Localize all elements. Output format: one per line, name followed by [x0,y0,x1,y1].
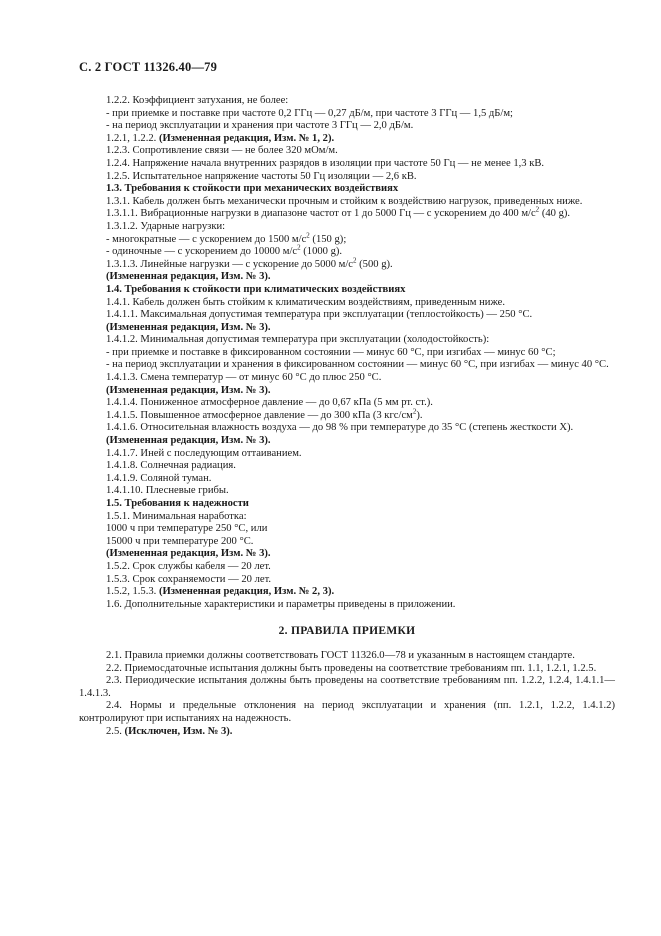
list-item: - на период эксплуатации и хранения при частоте 3 ГГц — 2,0 дБ/м. [106,120,414,132]
page-header: С. 2 ГОСТ 11326.40—79 [79,60,218,74]
paragraph-2-3: 2.3. Периодические испытания должны быть проведены на соответствие требованиям пп. 1.2.2, 1.2.4, 1.4.1.1—1.4.1.3. [79,675,615,699]
paragraph-2-2: 2.2. Приемосдаточные испытания должны быть проведены на соответствие требованиям пп. 1.1, 1.2.1, 1.2.5. [106,662,597,674]
paragraph-2-1: 2.1. Правила приемки должны соответствовать ГОСТ 11326.0—78 и указанным в настоящем стандарте. [106,649,575,661]
amendment-note: (Измененная редакция, Изм. № 3). [106,321,271,333]
paragraph-amendment: 1.5.2, 1.5.3. (Измененная редакция, Изм. № 2, 3). [106,586,335,598]
amendment-note: (Измененная редакция, Изм. № 3). [106,435,271,447]
paragraph-1-2-2: 1.2.2. Коэффициент затухания, не более: [106,95,289,106]
document-body [79,95,615,738]
paragraph-1-2-5: 1.2.5. Испытательное напряжение частоты 50 Гц изоляции — 2,6 кВ. [106,170,417,182]
subsection-heading: 1.4. Требования к стойкости при климатических воздействиях [106,283,406,295]
paragraph-1-4-1-9: 1.4.1.9. Соляной туман. [106,472,212,484]
paragraph-1-5-3: 1.5.3. Срок сохраняемости — 20 лет. [106,573,272,585]
amendment-note: (Измененная редакция, Изм. № 3). [106,271,271,283]
amendment-note: (Измененная редакция, Изм. № 3). [106,384,271,396]
subsection-heading: 1.3. Требования к стойкости при механических воздействиях [106,183,399,195]
list-item: - на период эксплуатации и хранения в фиксированном состоянии — минус 60 °С, при изгибах — минус 40 °С. [106,359,609,371]
paragraph-1-2-4: 1.2.4. Напряжение начала внутренних разрядов в изоляции при частоте 50 Гц — не менее 1,3 кВ. [106,157,545,169]
paragraph-1-4-1: 1.4.1. Кабель должен быть стойким к климатическим воздействиям, приведенным ниже. [106,296,505,308]
paragraph-1-4-1-3: 1.4.1.3. Смена температур — от минус 60 °С до плюс 250 °С. [106,372,382,384]
paragraph-2-5: 2.5. (Исключен, Изм. № 3). [106,725,233,737]
section-title: 2. ПРАВИЛА ПРИЕМКИ [278,625,416,638]
paragraph-line: 1000 ч при температуре 250 °С, или [106,523,268,535]
paragraph-1-6: 1.6. Дополнительные характеристики и параметры приведены в приложении. [106,598,456,610]
subsection-heading: 1.5. Требования к надежности [106,498,249,509]
paragraph-1-5-2: 1.5.2. Срок службы кабеля — 20 лет. [106,560,271,572]
paragraph-1-3-1-1: 1.3.1.1. Вибрационные нагрузки в диапазоне частот от 1 до 5000 Гц — с ускорением до 400 $м/с^2$ (40 g). [106,205,571,220]
paragraph-1-4-1-10: 1.4.1.10. Плесневые грибы. [106,485,229,497]
amendment-note: (Измененная редакция, Изм. № 3). [106,548,271,560]
list-item: - многократные — с ускорением до 1500 $м/с^2$ (150 g); [106,231,347,245]
paragraph-1-4-1-7: 1.4.1.7. Иней с последующим оттаиванием. [106,447,302,459]
paragraph-1-2-3: 1.2.3. Сопротивление связи — не более 320 мОм/м. [106,145,338,157]
paragraph-1-4-1-5: 1.4.1.5. Повышенное атмосферное давление — до 300 кПа (3 кгс/$см^2$). [106,407,423,421]
paragraph-1-4-1-8: 1.4.1.8. Солнечная радиация. [106,460,236,472]
paragraph-line: 15000 ч при температуре 200 °С. [106,535,254,547]
paragraph-amendment: 1.2.1, 1.2.2. (Измененная редакция, Изм. № 1, 2). [106,132,335,144]
paragraph-1-4-1-4: 1.4.1.4. Пониженное атмосферное давление — до 0,67 кПа (5 мм рт. ст.). [106,397,433,409]
list-item: - при приемке и поставке в фиксированном состоянии — минус 60 °С, при изгибах — минус 60 °С; [106,346,556,358]
paragraph-1-4-1-6: 1.4.1.6. Относительная влажность воздуха — до 98 % при температуре до 35 °С (степень жесткости X). [106,422,574,434]
paragraph-1-4-1-2: 1.4.1.2. Минимальная допустимая температура при эксплуатации (холодостойкость): [106,334,490,346]
list-item: - при приемке и поставке при частоте 0,2 ГГц — 0,27 дБ/м, при частоте 3 ГГц — 1,5 дБ/м; [106,107,513,119]
paragraph-1-3-1: 1.3.1. Кабель должен быть механически прочным и стойким к воздействию нагрузок, приведенных ниже. [106,195,583,207]
paragraph-1-3-1-3: 1.3.1.3. Линейные нагрузки — с ускорение до 5000 $м/с^2$ (500 g). [106,256,393,270]
paragraph-2-4: 2.4. Нормы и предельные отклонения на период эксплуатации и хранения (пп. 1.2.1, 1.2.2, 1.4.1.2) контролируют при испытаниях на надежность. [79,700,615,724]
paragraph-1-4-1-1: 1.4.1.1. Максимальная допустимая температура при эксплуатации (теплостойкость) — 250 °С. [106,309,533,321]
paragraph-1-3-1-2: 1.3.1.2. Ударные нагрузки: [106,220,226,232]
paragraph-1-5-1: 1.5.1. Минимальная наработка: [106,510,247,522]
list-item: - одиночные — с ускорением до 10000 $м/с^2$ (1000 g). [106,243,343,258]
